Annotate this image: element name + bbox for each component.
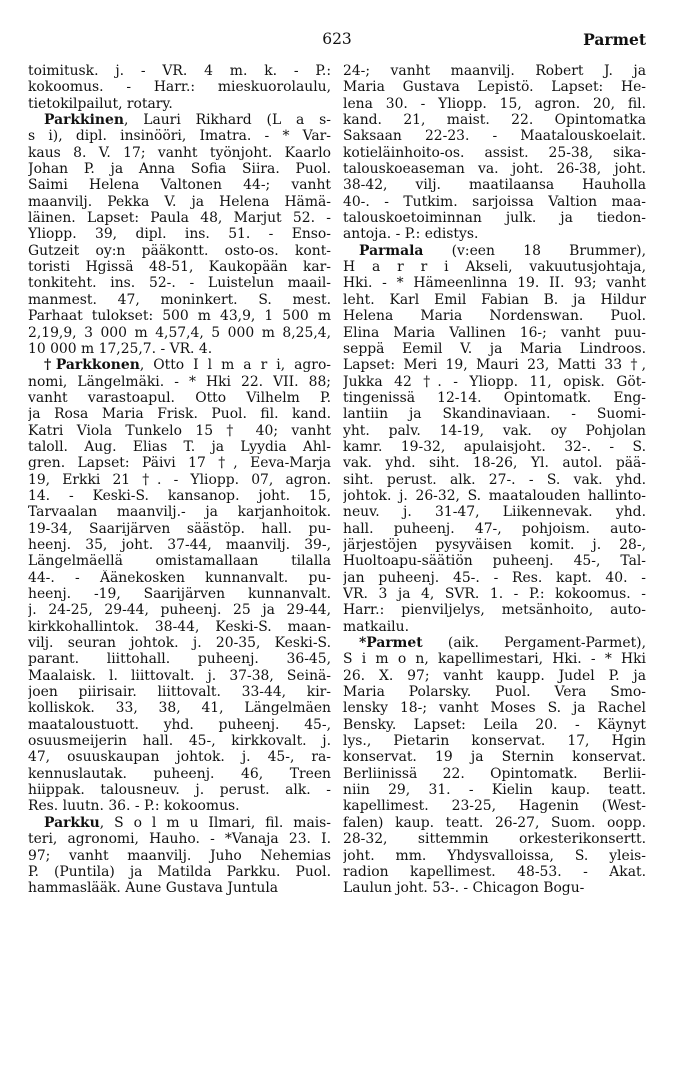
text-line: H a r r i Akseli, vakuutusjohtaja, <box>343 259 646 276</box>
text-line: kokoomus. - Harr.: mieskuorolaulu, <box>28 79 331 96</box>
text-line: 10 000 m 17,25,7. - VR. 4. <box>28 340 213 357</box>
text-line: 24-; vanht maanvilj. Robert J. ja <box>343 63 646 79</box>
text-line: hammaslääk. Aune Gustava Juntula <box>28 880 279 897</box>
text-line: S i m o n, kapellimestari, Hki. - * Hki <box>343 651 646 668</box>
text-line: Huoltoapu-säätiön puheenj. 45-, Tal- <box>343 553 646 570</box>
text-line: tingenissä 12-14. Opintomatk. Eng- <box>343 389 646 406</box>
text-line: matkailu. <box>343 618 409 635</box>
text-line: leht. Karl Emil Fabian B. ja Hildur <box>343 291 646 308</box>
text-line: Saksaan 22-23. - Maatalouskoelait. <box>343 128 646 145</box>
text-line: läinen. Lapset: Paula 48, Marjut 52. - <box>28 210 331 227</box>
text-line: neuv. j. 31-47, Liikennevak. yhd. <box>343 504 646 521</box>
text-line: hall. puheenj. 47-, pohjoism. auto- <box>343 520 646 537</box>
text-line: gren. Lapset: Päivi 17 †, Eeva-Marja <box>28 455 331 472</box>
text-line: talouskoeaseman va. joht. 26-38, joht. <box>343 161 646 178</box>
text-line: Jukka 42 †. - Yliopp. 11, opisk. Göt- <box>343 373 646 390</box>
running-head: Parmet <box>583 30 646 49</box>
text-line: Katri Viola Tunkelo 15 † 40; vanht <box>28 422 331 439</box>
text-line: 97; vanht maanvilj. Juho Nehemias <box>28 847 331 864</box>
text-line: Maria Polarsky. Puol. Vera Smo- <box>343 684 646 701</box>
text-line: maanvilj. Pekka V. ja Helena Hämä- <box>28 193 331 210</box>
text-line: joen piirisair. liittovalt. 33-44, kir- <box>28 684 331 701</box>
text-line: johtok. j. 26-32, S. maatalouden hallinto- <box>343 487 646 504</box>
text-line: 44-. - Äänekosken kunnanvalt. pu- <box>28 569 331 586</box>
text-line: kand. 21, maist. 22. Opintomatka <box>343 112 646 129</box>
text-line: Bensky. Lapset: Leila 20. - Käynyt <box>343 716 646 733</box>
text-line: Tarvaalan maanvilj.- ja karjanhoitok. <box>28 504 331 521</box>
text-line: ja Rosa Maria Frisk. Puol. fil. kand. <box>28 406 331 423</box>
text-line: vanht varastoapul. Otto Vilhelm P. <box>28 389 331 406</box>
text-line: 40-. - Tutkim. sarjoissa Valtion maa- <box>343 193 646 210</box>
text-line: 47, osuuskaupan johtok. j. 45-, ra- <box>28 749 331 766</box>
text-line: toimitusk. j. - VR. 4 m. k. - P.: <box>28 63 331 79</box>
text-line: siht. perust. alk. 27-. - S. vak. yhd. <box>343 471 646 488</box>
text-line: joht. mm. Yhdysvalloissa, S. yleis- <box>343 847 646 864</box>
text-line: heenj. -19, Saarijärven kunnanvalt. <box>28 586 331 602</box>
text-line: lantiin ja Skandinaviaan. - Suomi- <box>343 406 646 423</box>
text-line: maataloustuott. yhd. puheenj. 45-, <box>28 716 331 733</box>
text-line: Yliopp. 39, dipl. ins. 51. - Enso- <box>28 226 331 243</box>
text-line: †Parkkonen, Otto I l m a r i, agro- <box>44 357 331 374</box>
text-line: antoja. - P.: edistys. <box>343 226 479 243</box>
text-line: 2,19,9, 3 000 m 4,57,4, 5 000 m 8,25,4, <box>28 324 331 341</box>
text-line: kolliskok. 33, 38, 41, Längelmäen <box>28 700 331 717</box>
entry-headword: Parkkinen <box>44 112 124 129</box>
page-header <box>28 30 646 50</box>
text-line: Hki. - * Hämeenlinna 19. II. 93; vanht <box>343 275 646 292</box>
text-line: kirkkohallintok. 38-44, Keski-S. maan- <box>28 618 331 635</box>
left-column <box>28 63 331 897</box>
text-line: järjestöjen pysyväisen komit. j. 28-, <box>343 536 646 553</box>
text-line: tietokilpailut, rotary. <box>28 95 173 112</box>
text-line: Parkkinen, Lauri Rikhard (L a s- <box>44 112 331 129</box>
text-line: kamr. 19-32, apulaisjoht. 32-. - S. <box>343 438 646 455</box>
text-line: s i), dipl. insinööri, Imatra. - * Var- <box>28 128 331 145</box>
text-line: Elina Maria Vallinen 16-; vanht puu- <box>343 324 646 341</box>
text-line: Johan P. ja Anna Sofia Siira. Puol. <box>28 161 331 178</box>
text-line: manmest. 47, moninkert. S. mest. <box>28 291 331 308</box>
text-line: yht. palv. 14-19, vak. oy Pohjolan <box>343 422 646 439</box>
text-line: kapellimest. 23-25, Hagenin (West- <box>343 798 646 815</box>
text-line: teri, agronomi, Hauho. - *Vanaja 23. I. <box>28 831 331 848</box>
text-line: kaus 8. V. 17; vanht työnjoht. Kaarlo <box>28 144 331 161</box>
text-line: Harr.: pienviljelys, metsänhoito, auto- <box>343 602 646 619</box>
right-column <box>343 63 646 897</box>
text-line: jan puheenj. 45-. - Res. kapt. 40. - <box>343 569 646 586</box>
text-line: taloll. Aug. Elias T. ja Lyydia Ahl- <box>28 438 331 455</box>
page-number: 623 <box>322 30 352 48</box>
text-line: Längelmäellä omistamallaan tilalla <box>28 553 331 570</box>
text-line: *Parmet (aik. Pergament-Parmet), <box>359 635 646 652</box>
text-line: kotieläinhoito-os. assist. 25-38, sika- <box>343 144 646 161</box>
text-line: nomi, Längelmäki. - * Hki 22. VII. 88; <box>28 373 331 390</box>
text-line: 19-34, Saarijärven säästöp. hall. pu- <box>28 520 331 537</box>
text-line: 38-42, vilj. maatilaansa Hauholla <box>343 177 646 194</box>
text-line: konservat. 19 ja Sternin konservat. <box>343 749 646 766</box>
text-line: toristi Hgissä 48-51, Kaukopään kar- <box>28 259 331 276</box>
text-line: lys., Pietarin konservat. 17, Hgin <box>343 733 646 750</box>
text-line: parant. liittohall. puheenj. 36-45, <box>28 651 331 668</box>
text-line: P. (Puntila) ja Matilda Parkku. Puol. <box>28 863 331 880</box>
text-line: osuusmeijerin hall. 45-, kirkkovalt. j. <box>28 733 331 750</box>
text-line: Maria Gustava Lepistö. Lapset: He- <box>343 79 646 96</box>
entry-headword: Parmala <box>359 242 424 259</box>
text-line: Parmala (v:een 18 Brummer), <box>359 242 646 259</box>
text-line: Saimi Helena Valtonen 44-; vanht <box>28 177 331 194</box>
text-line: Laulun joht. 53-. - Chicagon Bogu- <box>343 880 585 897</box>
text-line: Parkku, S o l m u Ilmari, fil. mais- <box>44 814 331 831</box>
text-line: Gutzeit oy:n pääkontt. osto-os. kont- <box>28 242 331 259</box>
text-line: falen) kaup. teatt. 26-27, Suom. oopp. <box>343 814 646 831</box>
text-line: tonkiteht. ins. 52-. - Luistelun maail- <box>28 275 331 292</box>
text-line: Lapset: Meri 19, Mauri 23, Matti 33 †, <box>343 357 646 374</box>
text-line: 14. - Keski-S. kansanop. joht. 15, <box>28 487 331 504</box>
text-line: 26. X. 97; vanht kaupp. Judel P. ja <box>343 667 646 684</box>
text-line: vilj. seuran johtok. j. 20-35, Keski-S. <box>28 635 331 652</box>
text-line: lena 30. - Yliopp. 15, agron. 20, fil. <box>343 95 646 112</box>
text-line: radion kapellimest. 48-53. - Akat. <box>343 863 646 880</box>
text-line: 28-32, sittemmin orkesterikonsertt. <box>343 831 646 848</box>
entry-headword: Parkku <box>44 814 100 831</box>
text-line: niin 29, 31. - Kielin kaup. teatt. <box>343 782 646 799</box>
entry-headword: †Parkkonen <box>44 357 140 374</box>
text-line: j. 24-25, 29-44, puheenj. 25 ja 29-44, <box>28 602 331 619</box>
text-line: 19, Erkki 21 †. - Yliopp. 07, agron. <box>28 471 331 488</box>
text-line: Berliinissä 22. Opintomatk. Berlii- <box>343 765 646 782</box>
text-line: vak. yhd. siht. 18-26, Yl. autol. pää- <box>343 455 646 472</box>
text-line: Res. luutn. 36. - P.: kokoomus. <box>28 798 240 815</box>
text-line: seppä Eemil V. ja Maria Lindroos. <box>343 340 646 357</box>
text-line: heenj. 35, joht. 37-44, maanvilj. 39-, <box>28 536 331 553</box>
text-line: Parhaat tulokset: 500 m 43,9, 1 500 m <box>28 308 331 325</box>
entry-headword: *Parmet <box>359 635 423 652</box>
text-line: Helena Maria Nordenswan. Puol. <box>343 308 646 325</box>
text-line: Maalaisk. l. liittovalt. j. 37-38, Seinä- <box>28 667 331 684</box>
text-line: VR. 3 ja 4, SVR. 1. - P.: kokoomus. - <box>343 586 646 602</box>
text-line: lensky 18-; vanht Moses S. ja Rachel <box>343 700 646 717</box>
text-line: kennuslautak. puheenj. 46, Treen <box>28 765 331 782</box>
text-line: talouskoetoiminnan julk. ja tiedon- <box>343 210 646 227</box>
text-line: hiippak. talousneuv. j. perust. alk. - <box>28 782 331 799</box>
